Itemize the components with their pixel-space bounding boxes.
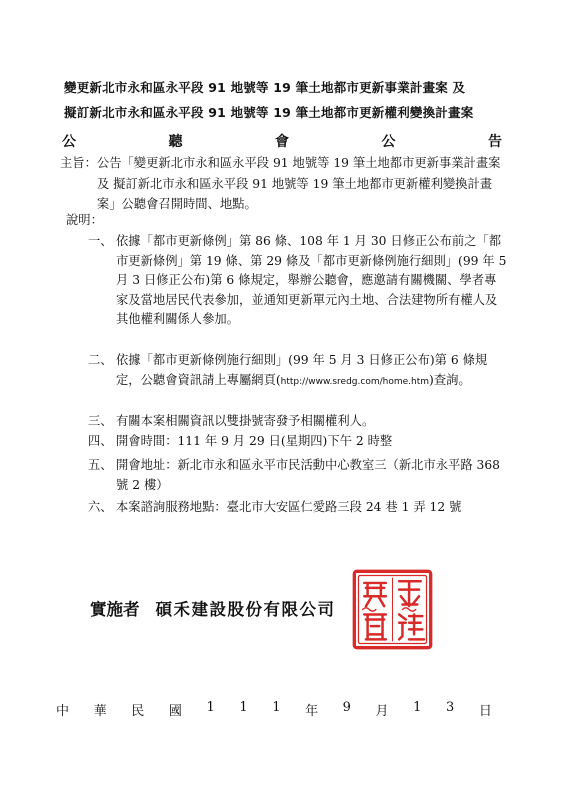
subject-section: [60, 153, 510, 215]
note-item-3: [88, 412, 508, 432]
date-char: 1: [239, 700, 248, 715]
subject-text: 公告「變更新北市永和區永平段 91 地號等 19 筆土地都市更新事業計畫案 及 擬訂新北市永和區永平段 91 地號等 19 筆土地都市更新權利變換計畫案」公聽會召開時間、地點。: [96, 156, 501, 211]
note-number: 六、: [88, 500, 113, 514]
note-item-1: [88, 232, 508, 330]
date-char: 年: [305, 704, 319, 719]
company-name: 碩禾建設股份有限公司: [155, 600, 336, 619]
note-text: 依據「都市更新條例」第 86 條、108 年 1 月 30 日修正公布前之「都市更新條例」第 19 條、第 29 條及「都市更新條例施行細則」(99 年 5 月 3 日修正公布)第 6 條規定，舉辦公聽會，應邀請有關機關、學者專家及當地居民代表參加，並通知更新單元內土地、合法建物所有權人及其他權利關係人參加。: [116, 234, 507, 326]
date-char: 月: [375, 704, 389, 719]
executor-label: 實施者: [90, 600, 140, 619]
date-char: 日: [478, 704, 492, 719]
date-char: 中: [56, 704, 70, 719]
meeting-address: 開會地址：新北市永和區永平市民活動中心教室三（新北市永平路 368 號 2 樓）: [116, 458, 500, 492]
date-char: 民: [131, 704, 145, 719]
date-char: 9: [342, 700, 351, 715]
website-link[interactable]: http://www.sredg.com/home.htm: [280, 376, 430, 387]
company-seal-stamp: [351, 568, 434, 651]
heading-char: 聽: [168, 134, 183, 150]
service-location: 本案諮詢服務地點：臺北市大安區仁愛路三段 24 巷 1 弄 12 號: [116, 500, 462, 514]
note-number: 五、: [88, 458, 113, 472]
title-line-1: 變更新北市永和區永平段 91 地號等 19 筆土地都市更新事業計畫案 及: [64, 80, 466, 95]
title-line-2: 擬訂新北市永和區永平段 91 地號等 19 筆土地都市更新權利變換計畫案: [64, 105, 474, 120]
note-item-4: [88, 432, 508, 452]
date-char: 3: [446, 700, 455, 715]
date-char: 華: [93, 704, 107, 719]
heading-char: 告: [488, 134, 502, 150]
note-number: 三、: [88, 414, 113, 428]
note-item-5: [88, 456, 508, 495]
heading-char: 公: [62, 134, 76, 150]
note-number: 二、: [88, 353, 113, 367]
note-text: )查詢。: [429, 372, 471, 387]
subject-label: 主旨：: [60, 156, 97, 170]
note-number: 四、: [88, 434, 113, 448]
heading-char: 公: [381, 134, 396, 150]
date-char: 1: [272, 700, 281, 715]
note-text: 有關本案相關資訊以雙掛號寄發予相關權利人。: [116, 414, 375, 428]
executor-line: [90, 596, 336, 620]
date-char: 1: [413, 700, 422, 715]
date-char: 1: [206, 700, 215, 715]
note-item-2: [88, 351, 508, 392]
meeting-time: 開會時間：111 年 9 月 29 日(星期四)下午 2 時整: [116, 434, 393, 448]
announcement-date: [56, 700, 492, 719]
date-char: 國: [168, 704, 182, 719]
note-text-container: [116, 351, 508, 392]
note-number: 一、: [88, 234, 113, 248]
note-item-6: [88, 498, 508, 518]
note-text: 依據「都市更新條例施行細則」(99 年 5 月 3 日修正公布)第 6 條規定，公聽會資訊請上專屬網頁(: [116, 353, 488, 387]
heading-char: 會: [275, 134, 289, 150]
public-hearing-heading: [62, 131, 502, 151]
notes-label: 說明：: [66, 213, 103, 227]
